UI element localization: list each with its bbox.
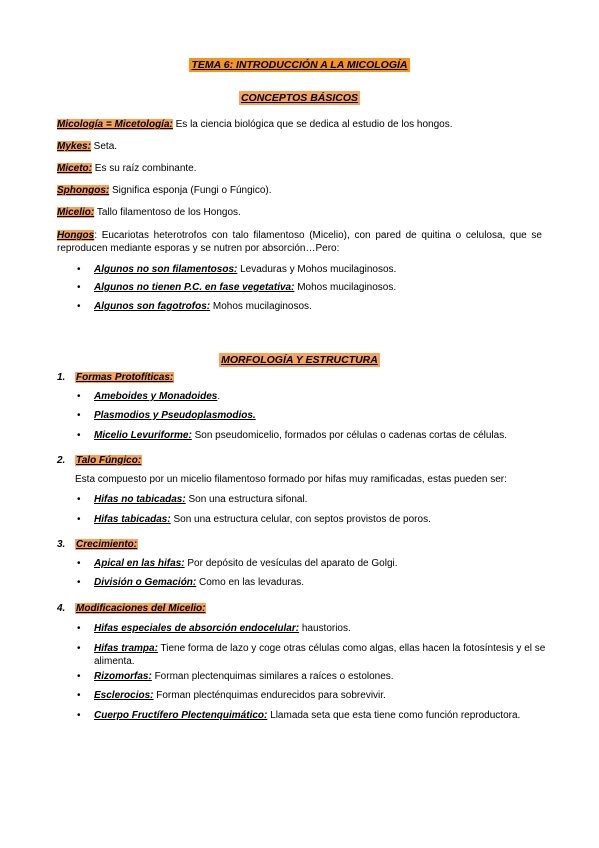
list-item: • Apical en las hifas: Por depósito de vesículas del aparato de Golgi. bbox=[77, 558, 398, 569]
section-heading-talo: 2. Talo Fúngico: bbox=[57, 455, 142, 466]
list-item: • Micelio Levuriforme: Son pseudomicelio, formados por células o cadenas cortas de células. bbox=[77, 430, 507, 441]
section-heading-formas: 1. Formas Protofíticas: bbox=[57, 372, 174, 383]
list-item: • Hifas no tabicadas: Son una estructura sifonal. bbox=[77, 494, 308, 505]
definition-micologia: Micología = Micetología: Es la ciencia biológica que se dedica al estudio de los hongos. bbox=[57, 119, 453, 130]
section-title-morfologia: MORFOLOGÍA Y ESTRUCTURA bbox=[221, 354, 378, 366]
list-item: • Algunos no son filamentosos: Levaduras y Mohos mucilaginosos. bbox=[77, 264, 397, 275]
list-item: • Ameboides y Monadoides. bbox=[77, 391, 221, 402]
list-item: • Cuerpo Fructífero Plectenquimático: Llamada seta que esta tiene como función reproductora. bbox=[77, 710, 521, 721]
list-item: • Hifas trampa: Tiene forma de lazo y coge otras células como algas, ellas hacen la fotosíntesis y el se alimenta. bbox=[77, 643, 546, 667]
section-intro-talo: Esta compuesto por un micelio filamentoso formado por hifas muy ramificadas, estas pueden ser: bbox=[75, 474, 507, 485]
list-item: • División o Gemación: Como en las levaduras. bbox=[77, 577, 305, 588]
list-item: • Hifas especiales de absorción endocelular: haustorios. bbox=[77, 623, 351, 634]
section-title-conceptos: CONCEPTOS BÁSICOS bbox=[240, 92, 359, 104]
main-title: TEMA 6: INTRODUCCIÓN A LA MICOLOGÍA bbox=[191, 59, 408, 71]
definition-sphongos: Sphongos: Significa esponja (Fungi o Fúngico). bbox=[57, 185, 272, 196]
list-item: • Algunos no tienen P.C. en fase vegetativa: Mohos mucilaginosos. bbox=[77, 282, 397, 293]
list-item: • Rizomorfas: Forman plectenquimas similares a raíces o estolones. bbox=[77, 671, 394, 682]
section-heading-crecimiento: 3. Crecimiento: bbox=[57, 539, 138, 550]
definition-micelio: Micelio: Tallo filamentoso de los Hongos. bbox=[57, 207, 241, 218]
definition-mykes: Mykes: Seta. bbox=[57, 141, 118, 152]
list-item: • Hifas tabicadas: Son una estructura celular, con septos provistos de poros. bbox=[77, 514, 431, 525]
list-item: • Plasmodios y Pseudoplasmodios. bbox=[77, 410, 256, 421]
definition-hongos: Hongos: Eucariotas heterotrofos con talo filamentoso (Micelio), con pared de quitina o celulosa, que se reproducen mediante esporas y se nutren por absorción…Pero: bbox=[57, 230, 542, 254]
section-heading-modificaciones: 4. Modificaciones del Micelio: bbox=[57, 603, 206, 614]
definition-miceto: Miceto: Es su raíz combinante. bbox=[57, 163, 197, 174]
list-item: • Esclerocios: Forman plecténquimas endurecidos para sobrevivir. bbox=[77, 690, 386, 701]
list-item: • Algunos son fagotrofos: Mohos mucilaginosos. bbox=[77, 301, 312, 312]
